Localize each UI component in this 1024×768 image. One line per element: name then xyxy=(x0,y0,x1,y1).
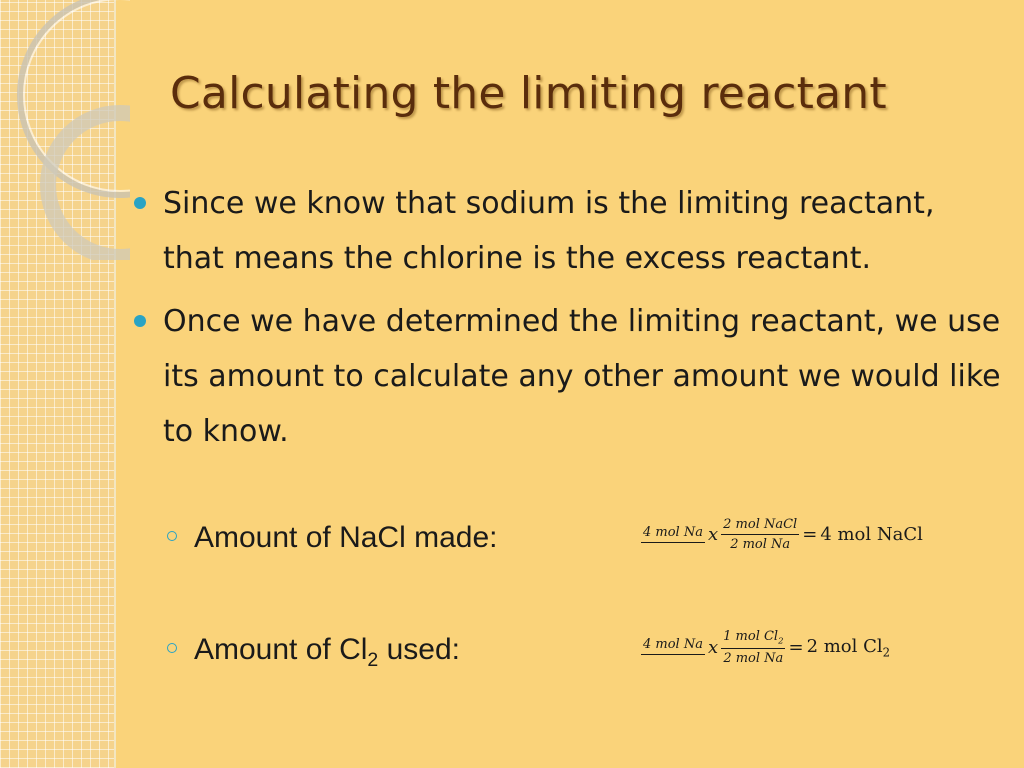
equals-sign: = xyxy=(802,524,818,545)
denominator: 2 mol Na xyxy=(723,650,784,666)
denominator: 2 mol Na xyxy=(730,537,791,552)
equation-result: 2 mol $Cl_2$ xyxy=(806,635,891,660)
times-sign: x xyxy=(707,524,719,545)
numerator: 2 mol NaCl xyxy=(721,517,799,535)
bullet-icon xyxy=(134,315,146,327)
numerator: 4 mol Na xyxy=(641,637,705,655)
sub-bullet-icon xyxy=(167,643,177,653)
bullet-text: Since we know that sodium is the limiting reactant, that means the chlorine is the excess reactant. xyxy=(163,186,935,276)
fraction xyxy=(641,637,705,657)
bullet-icon xyxy=(134,197,146,209)
equation-cl2 xyxy=(641,629,890,666)
equation-nacl xyxy=(641,517,923,552)
sub-bullet-icon xyxy=(167,531,177,541)
numerator: 4 mol Na xyxy=(641,525,705,543)
decorative-circles xyxy=(0,0,130,260)
numerator: 1 mol $Cl_2$ xyxy=(721,629,785,649)
sub-bullet-label: Amount of NaCl made: xyxy=(194,521,498,554)
fraction xyxy=(721,517,799,552)
times-sign: x xyxy=(707,636,719,658)
fraction xyxy=(641,525,705,545)
denominator xyxy=(671,655,675,657)
bullet-item xyxy=(134,294,1004,459)
fraction xyxy=(721,629,785,666)
bullet-text: Once we have determined the limiting reactant, we use its amount to calculate any other amount we would like to know. xyxy=(163,304,1001,449)
slide-title: Calculating the limiting reactant xyxy=(170,68,887,119)
denominator xyxy=(671,543,675,545)
bullet-list xyxy=(134,176,1004,467)
equation-result: 4 mol NaCl xyxy=(820,524,923,545)
equals-sign: = xyxy=(788,636,804,658)
sub-bullet-label: Amount of $Cl_2$ used: xyxy=(194,633,461,671)
bullet-item xyxy=(134,176,1004,286)
